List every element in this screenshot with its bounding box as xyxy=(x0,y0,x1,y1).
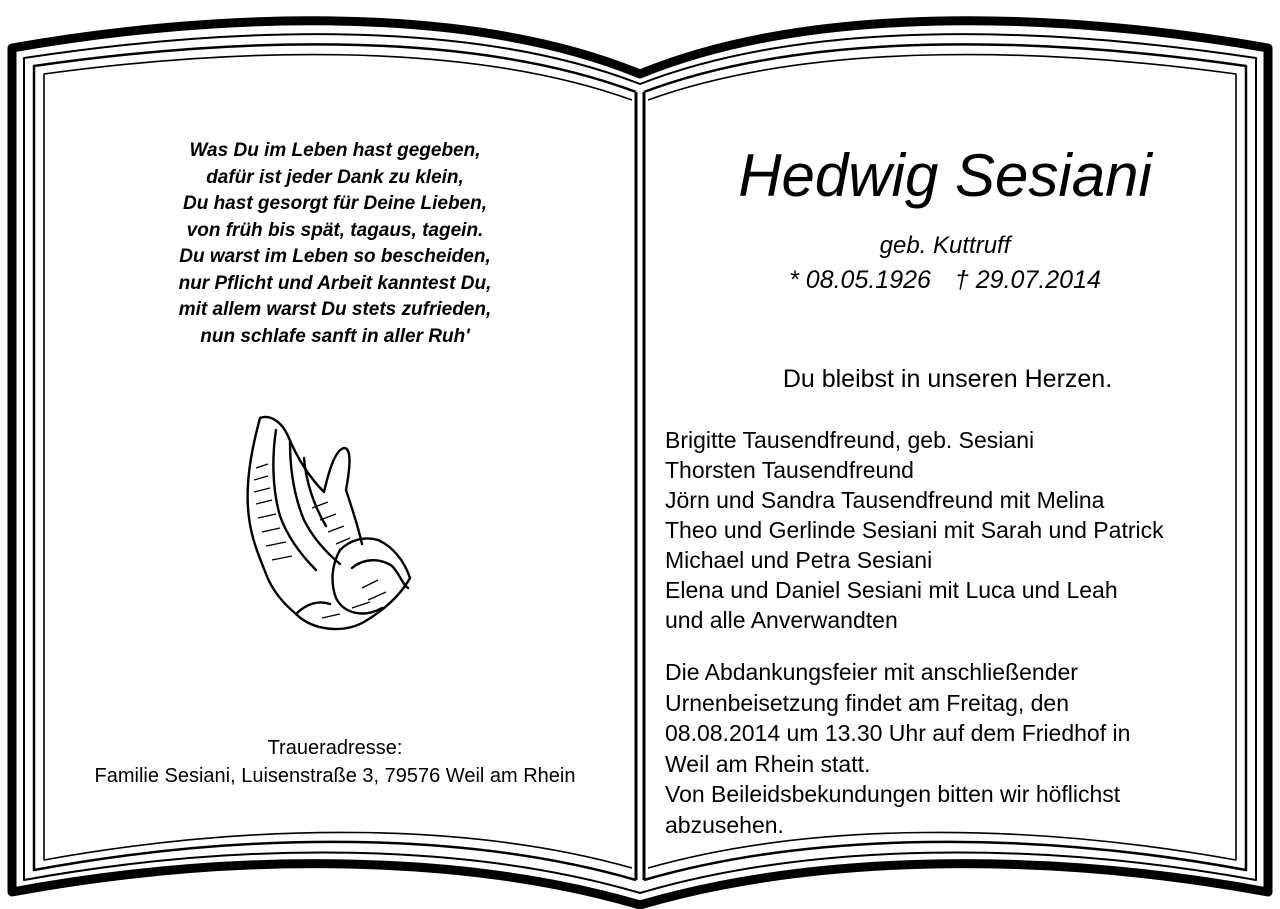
poem-line: mit allem warst Du stets zufrieden, xyxy=(178,299,492,320)
poem-line: nur Pflicht und Arbeit kanntest Du, xyxy=(178,272,492,294)
poem-line: nun schlafe sanft in aller Ruh' xyxy=(200,325,470,347)
poem-line: Du hast gesorgt für Deine Lieben, xyxy=(182,193,488,214)
ceremony-line: 08.08.2014 um 13.30 Uhr auf dem Friedhof in xyxy=(665,720,1131,746)
ceremony-line: Urnenbeisetzung findet am Freitag, den xyxy=(665,689,1070,716)
poem-line: Was Du im Leben hast gegeben, xyxy=(189,140,481,161)
list-item: Theo und Gerlinde Sesiani mit Sarah und Patrick xyxy=(665,517,1164,543)
birth-date: * 08.05.1926 xyxy=(789,266,931,294)
ceremony-line: Weil am Rhein statt. xyxy=(665,750,871,777)
list-item: Elena und Daniel Sesiani mit Luca und Leah xyxy=(665,577,1118,603)
remembrance-line: Du bleibst in unseren Herzen. xyxy=(782,365,1113,393)
maiden-name: geb. Kuttruff xyxy=(879,232,1011,259)
death-date: † 29.07.2014 xyxy=(954,266,1101,294)
poem-line: Du warst im Leben so bescheiden, xyxy=(179,246,491,267)
deceased-name: Hedwig Sesiani xyxy=(738,142,1152,209)
life-dates xyxy=(660,263,1230,297)
ceremony-line: Die Abdankungsfeier mit anschließender xyxy=(665,659,1078,685)
ceremony-line: abzusehen. xyxy=(665,811,784,838)
list-item: Thorsten Tausendfreund xyxy=(665,457,914,483)
list-item: Michael und Petra Sesiani xyxy=(665,547,933,573)
ceremony-notice xyxy=(665,657,1130,840)
address-value: Familie Sesiani, Luisenstraße 3, 79576 Weil am Rhein xyxy=(94,765,576,787)
ceremony-line: Von Beileidsbekundungen bitten wir höflichst xyxy=(665,781,1121,807)
poem-line: dafür ist jeder Dank zu klein, xyxy=(206,166,464,188)
address-label: Traueradresse: xyxy=(267,737,403,759)
mourners-list xyxy=(665,425,1164,635)
list-item: Jörn und Sandra Tausendfreund mit Melina xyxy=(665,487,1105,513)
memorial-poem xyxy=(95,138,575,350)
list-item: Brigitte Tausendfreund, geb. Sesiani xyxy=(665,427,1035,453)
praying-hands-icon xyxy=(232,408,422,638)
poem-line: von früh bis spät, tagaus, tagein. xyxy=(186,219,484,241)
mourning-address xyxy=(45,734,625,790)
list-item: und alle Anverwandten xyxy=(665,607,898,633)
